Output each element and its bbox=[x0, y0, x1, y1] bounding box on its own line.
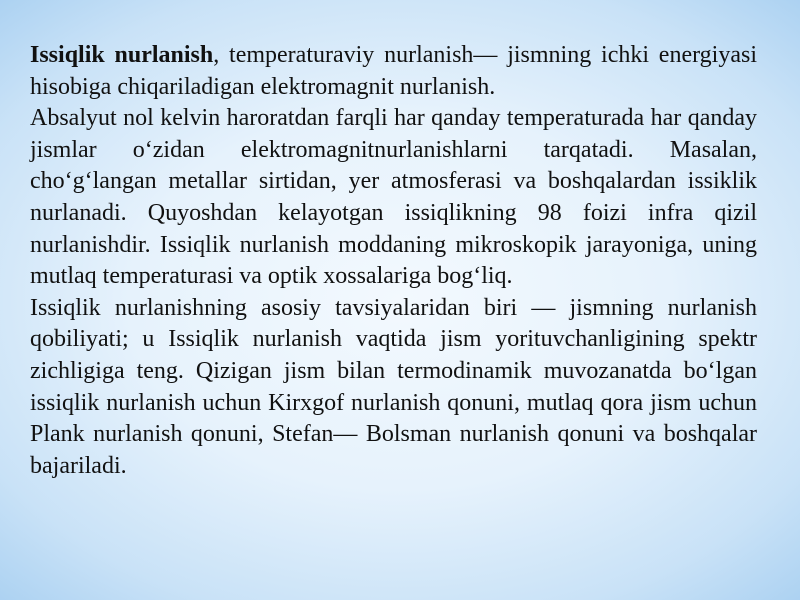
definition-text: , temperaturaviy nurlanish— jismning ichki energiyasi hisobiga chiqariladigan elektromagnit nurlanish. bbox=[30, 42, 757, 100]
paragraph-laws bbox=[30, 293, 757, 483]
paragraph-definition bbox=[30, 40, 757, 103]
emission-text: Absalyut nol kelvin haroratdan farqli har qanday temperaturada har qanday jismlar o‘zidan elektromagnitnurlanishlarni tarqatadi. Masalan, cho‘g‘langan metallar sirtidan, yer atmosferasi va boshqalardan issiklik nurlanadi. Quyoshdan kelayotgan issiqlikning 98 foizi infra qizil nurlanishdir. Issiqlik nurlanish moddaning mikroskopik jarayoniga, uning mutlaq temperaturasi va optik xossalariga bog‘liq. bbox=[30, 105, 757, 290]
slide-body bbox=[30, 40, 757, 580]
term-heading: Issiqlik nurlanish bbox=[30, 42, 214, 68]
paragraph-emission bbox=[30, 103, 757, 293]
laws-text: Issiqlik nurlanishning asosiy tavsiyalaridan biri — jismning nurlanish qobiliyati; u Issiqlik nurlanish vaqtida jism yorituvchanligining spektr zichligiga teng. Qizigan jism bilan termodinamik muvozanatda bo‘lgan issiqlik nurlanish uchun Kirxgof nurlanish qonuni, mutlaq qora jism uchun Plank nurlanish qonuni, Stefan— Bolsman nurlanish qonuni va boshqalar bajariladi. bbox=[30, 294, 757, 479]
